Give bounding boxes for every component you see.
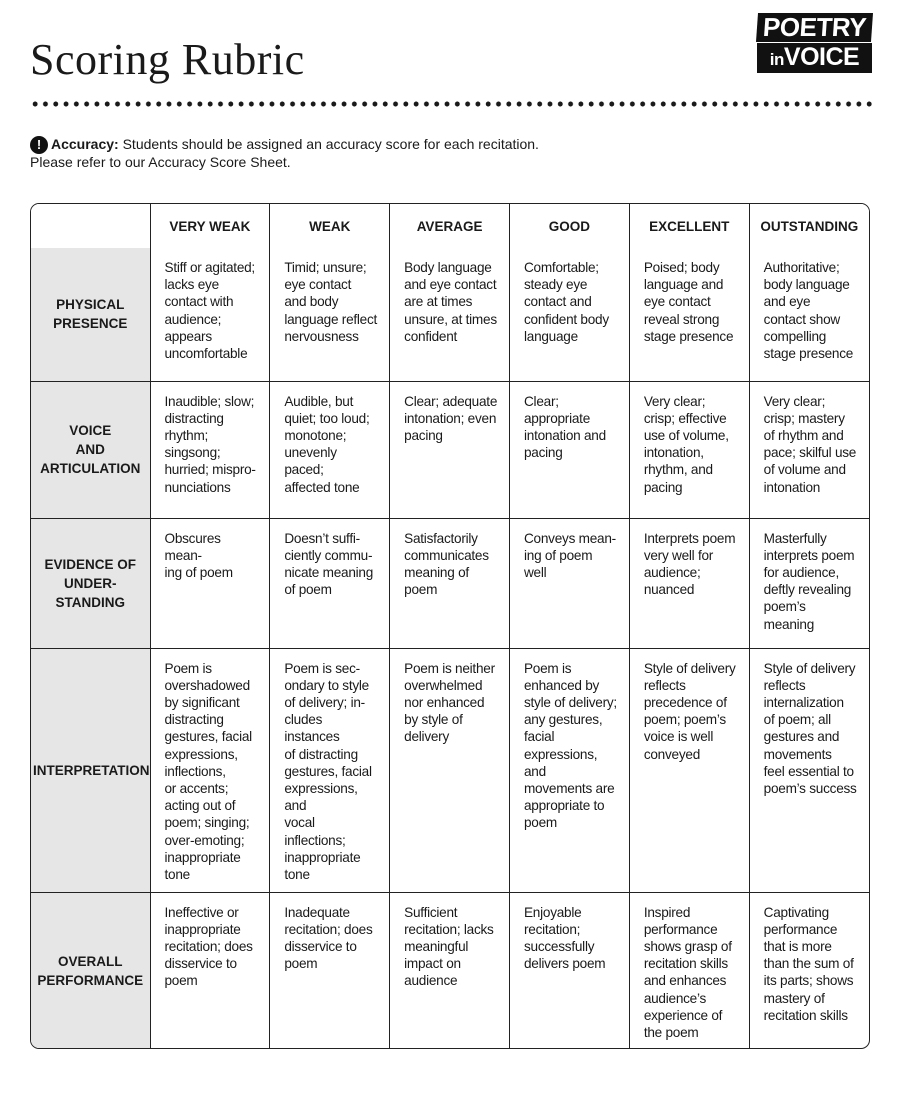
logo-line-in-voice xyxy=(757,43,872,73)
cell-text-line: inappropriate xyxy=(284,849,361,865)
cell-text-line: of volume and xyxy=(763,462,846,478)
cell-text-line: Doesn’t suffi- xyxy=(284,530,360,546)
rubric-cell xyxy=(509,648,629,892)
cell-text-line: contact with xyxy=(164,294,234,310)
cell-text-line: Conveys mean- xyxy=(523,530,616,546)
cell-text-line: tone xyxy=(284,866,310,882)
cell-text-line: poem’s meaning xyxy=(763,599,815,632)
cell-text-line: and eye xyxy=(763,294,811,310)
cell-text-line: gestures, facial xyxy=(284,763,372,779)
cell-text-line: movements xyxy=(763,746,832,762)
cell-text-line: contact and xyxy=(523,294,592,310)
cell-text-line: Comfortable; xyxy=(523,260,599,275)
cell-text-line: Audible, but xyxy=(284,393,354,409)
rubric-cell xyxy=(509,248,629,381)
row-label-line: PHYSICAL xyxy=(56,297,125,313)
rubric-cell xyxy=(270,648,390,892)
cell-text-line: Sufficient xyxy=(404,904,458,920)
cell-text-line: singsong; xyxy=(164,445,221,461)
cell-text-line: gestures, facial xyxy=(164,729,252,745)
row-label-line: STANDING xyxy=(55,594,125,610)
rubric-cell xyxy=(150,381,270,518)
cell-text-line: recitation; does xyxy=(164,938,253,954)
column-header: WEAK xyxy=(270,204,390,248)
cell-text-line: recitation; xyxy=(523,921,581,937)
cell-text-line: inappropriate xyxy=(164,921,241,937)
rubric-cell xyxy=(150,248,270,381)
cell-text-line: unsure, at times xyxy=(404,311,497,327)
corner-cell xyxy=(31,204,150,248)
cell-text-line: its parts; shows xyxy=(763,973,854,989)
cell-text-line: Style of delivery xyxy=(643,660,736,676)
cell-text-line: confident body xyxy=(523,311,609,327)
row-label-line: PERFORMANCE xyxy=(37,973,144,989)
cell-text-line: compelling xyxy=(763,328,827,344)
rubric-cell xyxy=(629,248,749,381)
cell-text-line: feel essential to xyxy=(763,763,854,779)
cell-text-line: inappropriate xyxy=(164,849,241,865)
accuracy-text-line1: Students should be assigned an accuracy score for each recitation. xyxy=(122,136,539,152)
cell-text-line: conveyed xyxy=(643,746,701,762)
cell-text-line: delivery xyxy=(404,729,449,745)
cell-text-line: Inspired xyxy=(643,904,691,920)
column-header: AVERAGE xyxy=(390,204,510,248)
rubric-cell xyxy=(390,518,510,648)
logo-voice: VOICE xyxy=(783,43,860,71)
cell-text-line: internalization xyxy=(763,694,844,710)
cell-text-line: are at times xyxy=(404,294,473,310)
cell-text-line: poem; poem’s xyxy=(643,712,726,728)
rubric-cell xyxy=(390,892,510,1049)
cell-text-line: of delivery; in- xyxy=(284,694,365,710)
rubric-cell xyxy=(270,892,390,1049)
cell-text-line: Authoritative; xyxy=(763,260,840,275)
cell-text-line: of poem; all xyxy=(763,712,831,728)
cell-text-line: recitation; does xyxy=(284,921,373,937)
cell-text-line: poem xyxy=(523,815,557,831)
cell-text-line: poem xyxy=(404,582,438,598)
cell-text-line: hurried; mispro- xyxy=(164,462,256,478)
cell-text-line: quiet; too loud; xyxy=(284,410,370,426)
cell-text-line: pacing xyxy=(404,427,443,443)
cell-text-line: recitation skills xyxy=(643,956,728,972)
cell-text-line: enhanced by xyxy=(523,677,600,693)
cell-text-line: rhythm; xyxy=(164,427,209,443)
cell-text-line: communicates xyxy=(404,547,489,563)
page-title: Scoring Rubric xyxy=(30,35,305,84)
dotted-divider xyxy=(30,100,872,108)
cell-text-line: stage presence xyxy=(763,346,854,362)
cell-text-line: reveal strong xyxy=(643,311,720,327)
cell-text-line: reflects xyxy=(763,677,806,693)
cell-text-line: appears xyxy=(164,328,212,344)
cell-text-line: Poem is xyxy=(164,660,212,676)
cell-text-line: steady eye xyxy=(523,277,588,293)
cell-text-line: and eye contact xyxy=(404,277,497,293)
cell-text-line: over-emoting; xyxy=(164,832,245,848)
cell-text-line: Interprets poem xyxy=(643,530,736,546)
cell-text-line: rhythm, and xyxy=(643,462,713,478)
logo-in: in xyxy=(769,50,784,69)
cell-text-line: language xyxy=(523,328,578,344)
row-label xyxy=(31,248,150,381)
rubric-cell xyxy=(150,648,270,892)
row-label xyxy=(31,648,150,892)
cell-text-line: well xyxy=(523,564,547,580)
cell-text-line: expressions, and xyxy=(284,780,358,814)
cell-text-line: intonation xyxy=(763,479,821,495)
cell-text-line: audience; xyxy=(643,564,701,580)
cell-text-line: or accents; xyxy=(164,780,229,796)
accuracy-text-line2: Please refer to our Accuracy Score Sheet. xyxy=(30,154,291,170)
cell-text-line: experience of xyxy=(643,1007,723,1023)
row-label-line: ARTICULATION xyxy=(40,461,141,476)
cell-text-line: ing of poem xyxy=(523,547,593,563)
cell-text-line: Stiff or agitated; xyxy=(164,260,255,275)
cell-text-line: audience’s xyxy=(643,990,707,1006)
rubric-cell xyxy=(629,648,749,892)
cell-text-line: ing of poem xyxy=(164,564,233,580)
cell-text-line: Obscures mean- xyxy=(164,530,221,563)
cell-text-line: ondary to style xyxy=(284,677,369,693)
cell-text-line: monotone; xyxy=(284,427,347,443)
exclamation-icon: ! xyxy=(30,136,48,154)
cell-text-line: body language xyxy=(763,277,850,293)
cell-text-line: Clear; adequate xyxy=(404,393,498,409)
cell-text-line: by significant xyxy=(164,694,240,710)
cell-text-line: style of delivery; xyxy=(523,694,617,710)
cell-text-line: facial xyxy=(523,729,555,745)
cell-text-line: cludes instances xyxy=(284,712,340,745)
rubric-cell xyxy=(629,892,749,1049)
rubric-cell xyxy=(749,892,869,1049)
rubric-cell xyxy=(150,518,270,648)
cell-text-line: language reflect xyxy=(284,311,378,327)
cell-text-line: eye contact xyxy=(643,294,711,310)
row-label xyxy=(31,518,150,648)
cell-text-line: disservice to xyxy=(164,956,237,972)
rubric-cell xyxy=(390,648,510,892)
cell-text-line: Poised; body xyxy=(643,260,720,275)
cell-text-line: of poem xyxy=(284,582,332,598)
rubric-cell xyxy=(509,518,629,648)
cell-text-line: any gestures, xyxy=(523,712,603,728)
column-header: OUTSTANDING xyxy=(749,204,869,248)
cell-text-line: use of volume, xyxy=(643,427,729,443)
row-label-line: VOICE xyxy=(69,423,112,438)
scoring-rubric-table xyxy=(30,203,870,1049)
cell-text-line: appropriate to xyxy=(523,798,605,814)
cell-text-line: for audience, xyxy=(763,564,839,580)
cell-text-line: Clear; xyxy=(523,393,559,409)
cell-text-line: delivers poem xyxy=(523,956,606,972)
row-label-line: EVIDENCE OF xyxy=(44,556,136,572)
cell-text-line: that is more xyxy=(763,938,832,954)
column-header: EXCELLENT xyxy=(629,204,749,248)
cell-text-line: of rhythm and xyxy=(763,427,844,443)
poetry-in-voice-logo xyxy=(757,13,872,71)
cell-text-line: crisp; mastery xyxy=(763,410,845,426)
cell-text-line: precedence of xyxy=(643,694,727,710)
cell-text-line: uncomfortable xyxy=(164,346,248,362)
row-label-line: INTERPRETATION xyxy=(33,762,150,778)
cell-text-line: interprets poem xyxy=(763,547,855,563)
table-row xyxy=(31,381,869,518)
cell-text-line: movements are xyxy=(523,780,615,796)
cell-text-line: audience xyxy=(404,973,458,989)
rubric-cell xyxy=(270,381,390,518)
cell-text-line: very well for xyxy=(643,547,714,563)
cell-text-line: tone xyxy=(164,866,190,882)
accuracy-note xyxy=(30,136,539,171)
cell-text-line: and enhances xyxy=(643,973,727,989)
table-row xyxy=(31,892,869,1049)
cell-text-line: overshadowed xyxy=(164,677,250,693)
cell-text-line: inflections, xyxy=(164,763,226,779)
cell-text-line: nervousness xyxy=(284,328,359,344)
cell-text-line: Inadequate xyxy=(284,904,350,920)
cell-text-line: nunciations xyxy=(164,479,231,495)
row-label xyxy=(31,892,150,1049)
cell-text-line: language and xyxy=(643,277,724,293)
cell-text-line: eye contact xyxy=(284,277,352,293)
cell-text-line: Satisfactorily xyxy=(404,530,478,546)
table-row xyxy=(31,648,869,892)
cell-text-line: intonation; even xyxy=(404,410,497,426)
cell-text-line: disservice to xyxy=(284,938,357,954)
cell-text-line: deftly revealing xyxy=(763,582,852,598)
cell-text-line: mastery of xyxy=(763,990,825,1006)
rubric-cell xyxy=(749,248,869,381)
rubric-cell xyxy=(749,518,869,648)
header-row xyxy=(31,204,869,248)
cell-text-line: nuanced xyxy=(643,582,695,598)
cell-text-line: affected tone xyxy=(284,479,360,495)
cell-text-line: stage presence xyxy=(643,328,734,344)
cell-text-line: Very clear; xyxy=(643,393,706,409)
cell-text-line: Poem is sec- xyxy=(284,660,360,676)
cell-text-line: nor enhanced xyxy=(404,694,485,710)
cell-text-line: overwhelmed xyxy=(404,677,483,693)
row-label xyxy=(31,381,150,518)
cell-text-line: Inaudible; slow; xyxy=(164,393,255,409)
cell-text-line: poem; singing; xyxy=(164,815,250,831)
cell-text-line: nicate meaning xyxy=(284,564,374,580)
column-header: VERY WEAK xyxy=(150,204,270,248)
cell-text-line: Poem is neither xyxy=(404,660,495,676)
cell-text-line: meaningful xyxy=(404,938,469,954)
cell-text-line: Ineffective or xyxy=(164,904,239,920)
rubric-cell xyxy=(150,892,270,1049)
rubric-cell xyxy=(390,381,510,518)
cell-text-line: confident xyxy=(404,328,458,344)
row-label-line: UNDER- xyxy=(64,575,117,591)
row-label-line: PRESENCE xyxy=(53,316,128,332)
row-label-line: OVERALL xyxy=(57,954,123,970)
cell-text-line: and body xyxy=(284,294,339,310)
cell-text-line: inflections; xyxy=(284,832,346,848)
cell-text-line: than the sum of xyxy=(763,956,854,972)
cell-text-line: reflects xyxy=(643,677,686,693)
cell-text-line: performance xyxy=(763,921,838,937)
cell-text-line: Style of delivery xyxy=(763,660,856,676)
cell-text-line: distracting xyxy=(164,712,224,728)
cell-text-line: poem’s success xyxy=(763,780,857,796)
cell-text-line: acting out of xyxy=(164,798,236,814)
rubric-cell xyxy=(270,518,390,648)
cell-text-line: expressions, xyxy=(164,746,238,762)
cell-text-line: Poem is xyxy=(523,660,572,676)
rubric-cell xyxy=(629,381,749,518)
accuracy-label: Accuracy: xyxy=(51,136,119,152)
row-label-line: AND xyxy=(75,442,105,457)
table-row xyxy=(31,248,869,381)
cell-text-line: the poem xyxy=(643,1024,699,1040)
cell-text-line: meaning of xyxy=(404,564,469,580)
cell-text-line: Very clear; xyxy=(763,393,826,409)
rubric-cell xyxy=(390,248,510,381)
cell-text-line: Timid; unsure; xyxy=(284,260,367,275)
cell-text-line: contact show xyxy=(763,311,840,327)
rubric-cell xyxy=(509,381,629,518)
rubric-cell xyxy=(509,892,629,1049)
cell-text-line: performance xyxy=(643,921,718,937)
cell-text-line: poem xyxy=(284,956,318,972)
rubric-cell xyxy=(749,381,869,518)
cell-text-line: appropriate xyxy=(523,410,591,426)
rubric-cell xyxy=(749,648,869,892)
cell-text-line: recitation skills xyxy=(763,1007,848,1023)
cell-text-line: unevenly paced; xyxy=(284,445,337,478)
cell-text-line: gestures and xyxy=(763,729,840,745)
cell-text-line: of distracting xyxy=(284,746,358,762)
cell-text-line: intonation and xyxy=(523,427,606,443)
cell-text-line: voice is well xyxy=(643,729,714,745)
cell-text-line: ciently commu- xyxy=(284,547,373,563)
cell-text-line: successfully xyxy=(523,938,595,954)
cell-text-line: vocal xyxy=(284,815,315,831)
cell-text-line: distracting xyxy=(164,410,224,426)
cell-text-line: shows grasp of xyxy=(643,938,732,954)
cell-text-line: pacing xyxy=(643,479,683,495)
cell-text-line: pacing xyxy=(523,445,563,461)
table-row xyxy=(31,518,869,648)
cell-text-line: impact on xyxy=(404,956,461,972)
logo-line-poetry: POETRY xyxy=(756,13,873,42)
cell-text-line: lacks eye xyxy=(164,277,219,293)
cell-text-line: poem xyxy=(164,973,198,989)
cell-text-line: Body language xyxy=(404,260,492,275)
cell-text-line: Masterfully xyxy=(763,530,827,546)
cell-text-line: Captivating xyxy=(763,904,829,920)
cell-text-line: by style of xyxy=(404,712,463,728)
cell-text-line: expressions, and xyxy=(523,746,598,779)
cell-text-line: intonation, xyxy=(643,445,704,461)
rubric-cell xyxy=(629,518,749,648)
cell-text-line: recitation; lacks xyxy=(404,921,494,937)
cell-text-line: audience; xyxy=(164,311,222,327)
column-header: GOOD xyxy=(509,204,629,248)
cell-text-line: crisp; effective xyxy=(643,410,727,426)
cell-text-line: pace; skilful use xyxy=(763,445,857,461)
rubric-cell xyxy=(270,248,390,381)
cell-text-line: Enjoyable xyxy=(523,904,582,920)
